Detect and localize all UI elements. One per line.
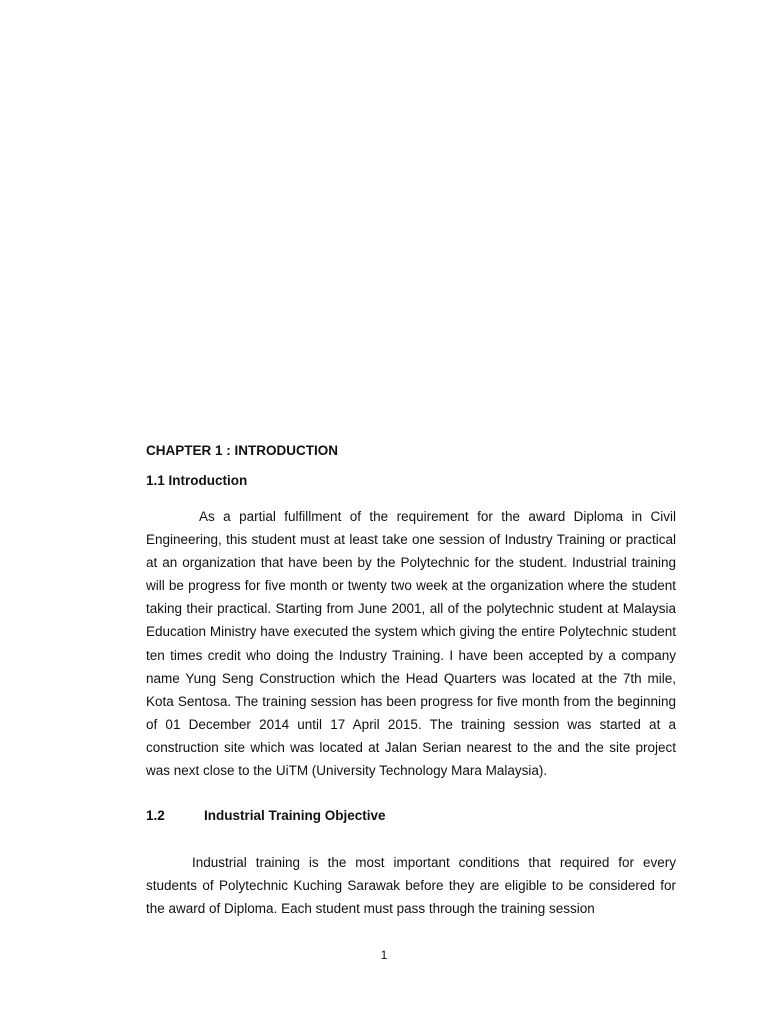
- page-number: 1: [380, 948, 388, 962]
- section-number: 1.2: [146, 808, 165, 824]
- introduction-paragraph-text: As a partial fulfillment of the requirement for the award Diploma in Civil Engineering, this student must at least take one session of Industry Training or practical at an organization that have been by the Polytechnic for the student. Industrial training will be progress for five month or twenty two week at the organization where the student taking their practical. Starting from June 2001, all of the polytechnic student at Malaysia Education Ministry have executed the system which giving the entire Polytechnic student ten times credit who doing the Industry Training. I have been accepted by a company name Yung Seng Construction which the Head Quarters was located at the 7th mile, Kota Sentosa. The training session has been progress for five month from the beginning of 01 December 2014 until 17 April 2015. The training session was started at a construction site which was located at Jalan Serian nearest to the and the site project was next close to the UiTM (University Technology Mara Malaysia).: [146, 509, 676, 779]
- page-content: [146, 440, 676, 920]
- objective-paragraph: [146, 851, 676, 920]
- introduction-paragraph: [146, 505, 676, 782]
- section-heading-objective: [146, 805, 676, 827]
- chapter-title: CHAPTER 1 : INTRODUCTION: [146, 443, 338, 458]
- objective-paragraph-text: Industrial training is the most important conditions that required for every students of Polytechnic Kuching Sarawak before they are eligible to be considered for the award of Diploma. Each student must pass through the training session: [146, 855, 676, 917]
- section-title: Industrial Training Objective: [204, 808, 386, 824]
- section-heading-introduction: 1.1 Introduction: [146, 473, 248, 488]
